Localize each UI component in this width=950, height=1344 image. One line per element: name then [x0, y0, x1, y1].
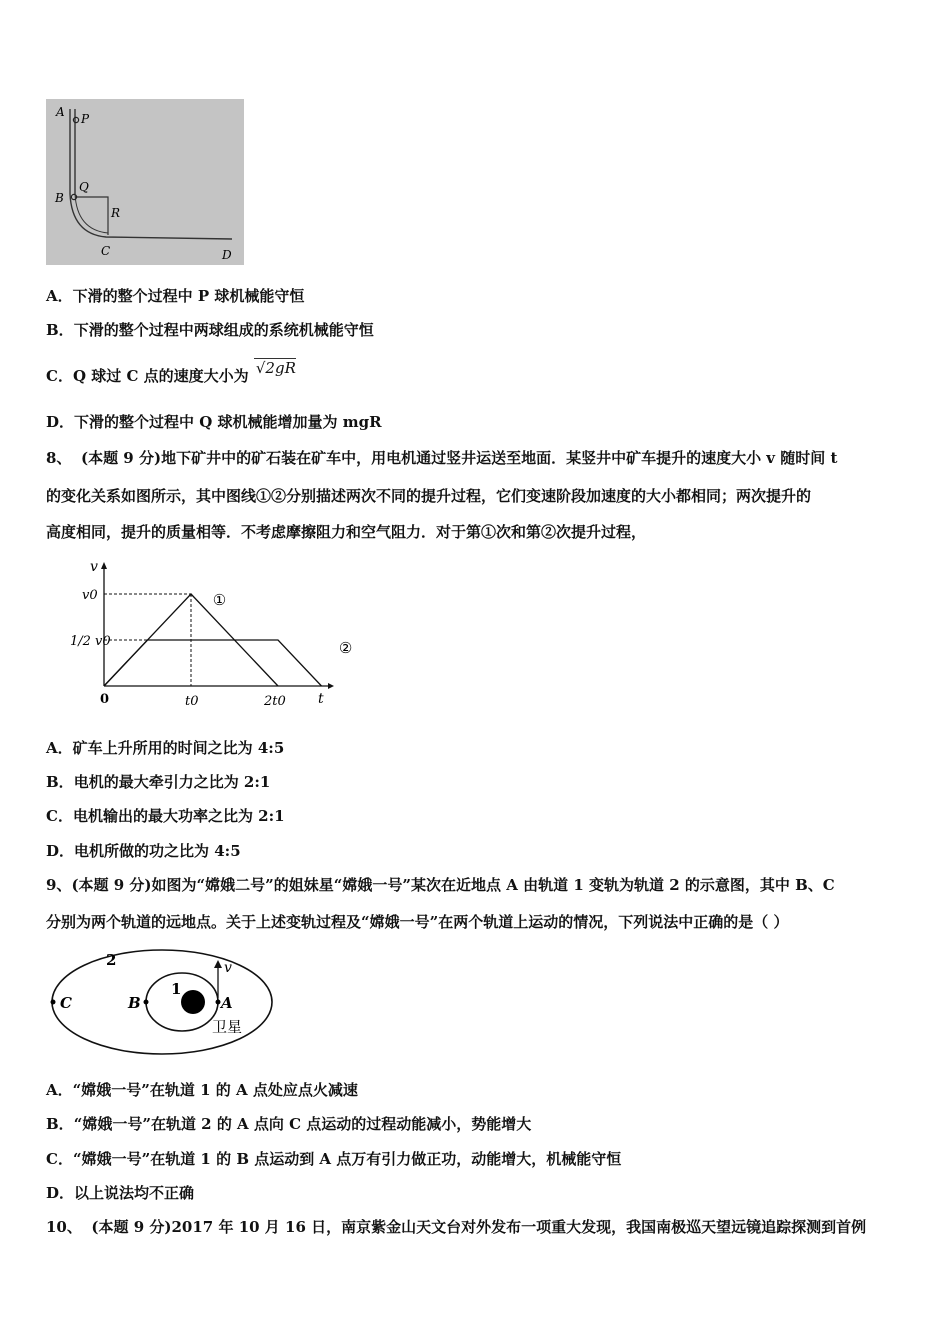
- q7-option-c: [46, 359, 296, 386]
- option-letter: D．: [46, 413, 75, 431]
- option-letter: B．: [46, 773, 74, 791]
- option-letter: A．: [46, 287, 73, 305]
- q9-option-c: [46, 1149, 621, 1169]
- option-letter: B．: [46, 321, 74, 339]
- option-text: 下滑的整个过程中 P 球机械能守恒: [72, 287, 305, 305]
- y-tick-v0: v0: [82, 588, 98, 603]
- sqrt-formula: √2gR: [255, 359, 296, 377]
- option-text: “嫦娥一号”在轨道 2 的 A 点向 C 点运动的过程动能减小，势能增大: [73, 1115, 532, 1133]
- x-tick-t0: t0: [185, 694, 199, 709]
- x-axis-label: t: [318, 691, 324, 707]
- question-text: 2017 年 10 月 16 日，南京紫金山天文台对外发布一项重大发现，我国南极巡天望远镜追踪探测到首例: [171, 1218, 867, 1236]
- q9-option-b: [46, 1114, 531, 1134]
- q9-stem-line-2: [46, 912, 788, 932]
- label-v: v: [224, 960, 232, 976]
- orbit-1-label: 1: [171, 980, 182, 998]
- q9-option-a: [46, 1080, 358, 1100]
- question-score: (本题 9 分): [91, 1218, 172, 1236]
- orbit-2-label: 2: [106, 951, 117, 969]
- option-letter: A．: [46, 739, 73, 757]
- option-text: 下滑的整个过程中 Q 球机械能增加量为 mgR: [74, 413, 382, 431]
- option-text: “嫦娥一号”在轨道 1 的 A 点处应点火减速: [72, 1081, 358, 1099]
- option-letter: D．: [46, 1184, 75, 1202]
- track-diagram: [46, 99, 244, 265]
- q10-stem-line-1: [46, 1217, 866, 1237]
- q8-stem-line-3: [46, 522, 646, 542]
- label-q: Q: [79, 180, 89, 194]
- label-satellite: 卫星: [212, 1018, 243, 1036]
- velocity-time-chart: [46, 555, 353, 715]
- label-r: R: [111, 206, 121, 220]
- orbit-diagram: [46, 948, 286, 1063]
- label-p: P: [81, 112, 90, 126]
- question-text: 如图为“嫦娥二号”的姐妹星“嫦娥一号”某次在近地点 A 由轨道 1 变轨为轨道 2 的示意图，其中 B、C: [151, 876, 835, 894]
- orbit-2: [52, 950, 272, 1054]
- q9-option-d: [46, 1183, 194, 1203]
- label-a: A: [56, 105, 65, 119]
- question-text: 地下矿井中的矿石装在矿车中，用电机通过竖井运送至地面．某竖井中矿车提升的速度大小 v 随时间 t: [161, 449, 838, 467]
- x-tick-0: 0: [100, 692, 110, 707]
- option-text: 电机所做的功之比为 4:5: [74, 842, 241, 860]
- q7-option-b: [46, 320, 374, 340]
- option-text: 电机输出的最大功率之比为 2:1: [72, 807, 285, 825]
- q8-option-d: [46, 841, 241, 861]
- t-axis-arrow-icon: [328, 683, 334, 689]
- point-b: [144, 1000, 149, 1005]
- option-letter: C．: [46, 807, 73, 825]
- option-letter: B．: [46, 1115, 74, 1133]
- option-letter: A．: [46, 1081, 73, 1099]
- y-tick-half-v0: 1/2 v0: [70, 634, 111, 649]
- option-text: 电机的最大牵引力之比为 2:1: [73, 773, 271, 791]
- option-text: 以上说法均不正确: [74, 1184, 195, 1202]
- question-number: 9、: [46, 876, 72, 894]
- q8-stem-line-1: [46, 448, 837, 468]
- series-label-1: ①: [212, 591, 227, 610]
- q9-stem-line-1: [46, 875, 835, 895]
- label-b: B: [55, 191, 64, 205]
- question-number: 8、: [46, 449, 72, 467]
- v-axis-arrow-icon: [101, 562, 107, 569]
- q7-option-a: [46, 286, 304, 306]
- y-axis-label: v: [90, 559, 98, 575]
- q8-option-a: [46, 738, 284, 758]
- label-c: C: [60, 994, 72, 1012]
- option-text: 矿车上升所用的时间之比为 4:5: [72, 739, 285, 757]
- question-text: 高度相同，提升的质量相等．不考虑摩擦阻力和空气阻力．对于第①次和第②次提升过程，: [46, 523, 647, 541]
- q8-option-b: [46, 772, 270, 792]
- label-a: A: [221, 994, 233, 1012]
- question-text: 的变化关系如图所示，其中图线①②分别描述两次不同的提升过程，它们变速阶段加速度的大小都相同；两次提升的: [46, 487, 812, 505]
- label-d: D: [222, 248, 232, 262]
- q8-stem-line-2: [46, 486, 811, 506]
- label-b: B: [128, 994, 141, 1012]
- option-letter: C．: [46, 1150, 73, 1168]
- q8-option-c: [46, 806, 285, 826]
- label-c: C: [101, 244, 111, 258]
- track-figure: [46, 99, 244, 265]
- question-score: (本题 9 分): [71, 876, 152, 894]
- option-letter: C．: [46, 367, 73, 385]
- question-number: 10、: [46, 1218, 82, 1236]
- point-a: [216, 1000, 221, 1005]
- option-letter: D．: [46, 842, 75, 860]
- earth-icon: [181, 990, 205, 1014]
- option-text: “嫦娥一号”在轨道 1 的 B 点运动到 A 点万有引力做正功，动能增大，机械能守恒: [72, 1150, 622, 1168]
- option-text: Q 球过 C 点的速度大小为: [72, 367, 249, 385]
- question-score: (本题 9 分): [80, 449, 162, 467]
- series-label-2: ②: [338, 638, 353, 657]
- q7-option-d: [46, 412, 382, 432]
- option-text: 下滑的整个过程中两球组成的系统机械能守恒: [73, 321, 374, 339]
- x-tick-2t0: 2t0: [264, 694, 286, 709]
- series-line-2: [104, 640, 322, 686]
- point-c: [51, 1000, 56, 1005]
- question-text: 分别为两个轨道的远地点。关于上述变轨过程及“嫦娥一号”在两个轨道上运动的情况，下列说法中正确的是（ ）: [46, 913, 789, 931]
